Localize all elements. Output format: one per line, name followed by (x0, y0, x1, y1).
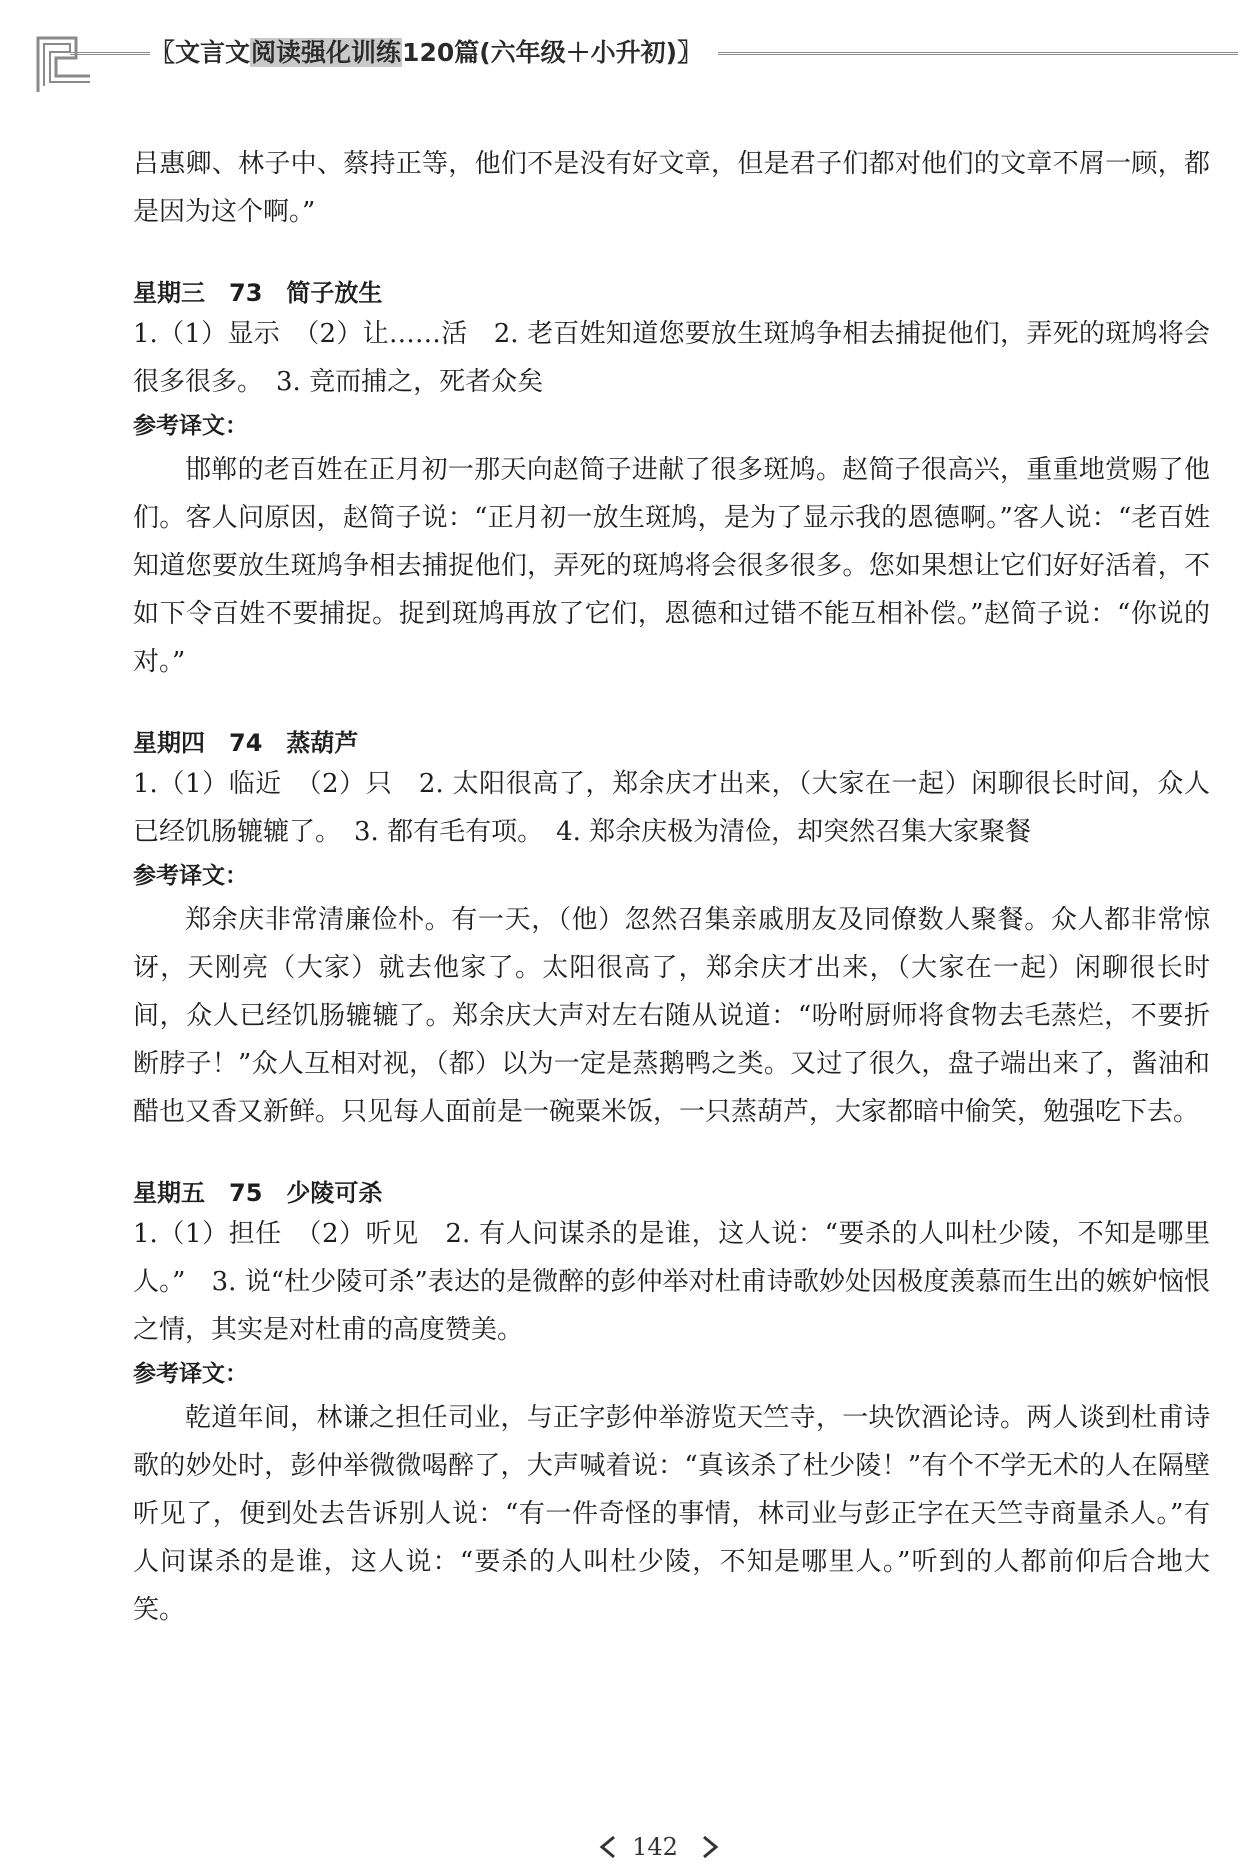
header-rule-left (70, 52, 150, 55)
reference-translation-label: 参考译文： (133, 1361, 248, 1387)
header-title-highlight: 阅读强化训练 (251, 38, 402, 67)
header-bracket-right: 〗 (677, 38, 703, 67)
chevron-right-icon (700, 1834, 720, 1860)
intro-paragraph: 吕惠卿、林子中、蔡持正等，他们不是没有好文章，但是君子们都对他们的文章不屑一顾，都是因为这个啊。” (133, 149, 1210, 227)
section-heading: 星期四 74 蒸葫芦 (133, 729, 359, 757)
section-75 (133, 1176, 1210, 1634)
reference-translation-label: 参考译文： (133, 863, 248, 889)
header-title-part2: 120篇(六年级＋小升初) (402, 38, 678, 67)
translation-paragraph: 乾道年间，林谦之担任司业，与正字彭仲举游览天竺寺，一块饮酒论诗。两人谈到杜甫诗歌的妙处时，彭仲举微微喝醉了，大声喊着说：“真该杀了杜少陵！”有个不学无术的人在隔壁听见了，便到处去告诉别人说：“有一件奇怪的事情，林司业与彭正字在天竺寺商量杀人。”有人问谋杀的是谁，这人说：“要杀的人叫杜少陵，不知是哪里人。”听到的人都前仰后合地大笑。 (133, 1403, 1210, 1625)
section-73 (133, 276, 1210, 686)
answers-paragraph: 1.（1）显示 （2）让……活 2. 老百姓知道您要放生斑鸠争相去捕捉他们，弄死的斑鸠将会很多很多。 3. 竞而捕之，死者众矣 (133, 319, 1210, 397)
page-number: 142 (632, 1833, 678, 1861)
page-content (133, 140, 1210, 1634)
answers-paragraph: 1.（1）担任 （2）听见 2. 有人问谋杀的是谁，这人说：“要杀的人叫杜少陵，不知是哪里人。” 3. 说“杜少陵可杀”表达的是微醉的彭仲举对杜甫诗歌妙处因极度羡慕而生出的嫉妒恼恨之情，其实是对杜甫的高度赞美。 (133, 1219, 1210, 1345)
header-title-part1: 文言文 (175, 38, 251, 67)
section-heading: 星期三 73 简子放生 (133, 279, 383, 307)
translation-paragraph: 郑余庆非常清廉俭朴。有一天，（他）忽然召集亲戚朋友及同僚数人聚餐。众人都非常惊讶，天刚亮（大家）就去他家了。太阳很高了，郑余庆才出来，（大家在一起）闲聊很长时间，众人已经饥肠辘辘了。郑余庆大声对左右随从说道：“吩咐厨师将食物去毛蒸烂，不要折断脖子！”众人互相对视，（都）以为一定是蒸鹅鸭之类。又过了很久，盘子端出来了，酱油和醋也又香又新鲜。只见每人面前是一碗粟米饭，一只蒸葫芦，大家都暗中偷笑，勉强吃下去。 (133, 905, 1210, 1127)
translation-paragraph: 邯郸的老百姓在正月初一那天向赵简子进献了很多斑鸠。赵简子很高兴，重重地赏赐了他们。客人问原因，赵简子说：“正月初一放生斑鸠，是为了显示我的恩德啊。”客人说：“老百姓知道您要放生斑鸠争相去捕捉他们，弄死的斑鸠将会很多很多。您如果想让它们好好活着，不如下令百姓不要捕捉。捉到斑鸠再放了它们，恩德和过错不能互相补偿。”赵简子说：“你说的对。” (133, 455, 1210, 677)
answers-paragraph: 1.（1）临近 （2）只 2. 太阳很高了，郑余庆才出来，（大家在一起）闲聊很长时间，众人已经饥肠辘辘了。 3. 都有毛有项。 4. 郑余庆极为清俭，却突然召集大家聚餐 (133, 769, 1210, 847)
running-header (150, 36, 702, 70)
section-74 (133, 726, 1210, 1136)
header-bracket-left: 〖 (150, 38, 176, 67)
reference-translation-label: 参考译文： (133, 413, 248, 439)
header-rule-right (718, 52, 1238, 55)
section-heading: 星期五 75 少陵可杀 (133, 1179, 383, 1207)
corner-ornament-icon (36, 36, 92, 94)
